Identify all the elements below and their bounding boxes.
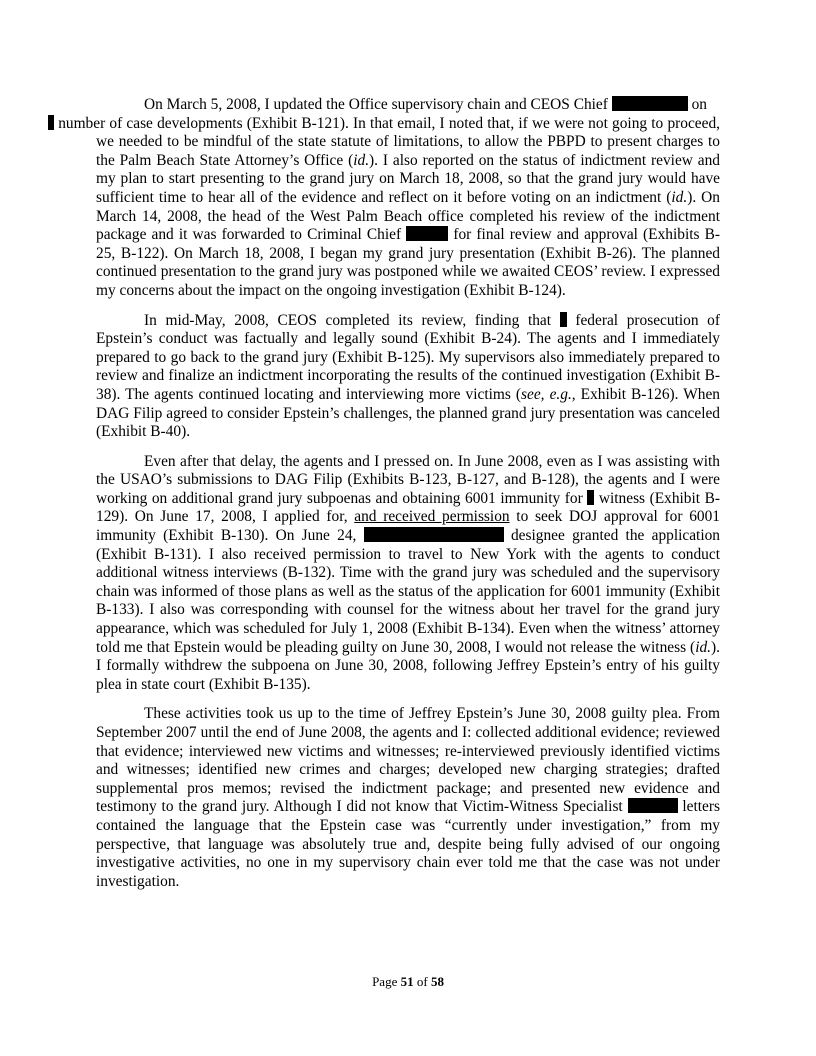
text-run: designee granted the application (Exhibit B-131). I also received permission to travel to New York with the agents to conduct additional witness interviews (B-132). Time with the grand jury was scheduled and the supervisory chain was informed of those plans as well as the status of the application for 6001 immunity (Exhibit B-133). I also was corresponding with counsel for the witness about her travel for the grand jury appearance, which was scheduled for July 1, 2008 (Exhibit B-134). Even when the witness’ attorney told me that Epstein would be pleading guilty on June 30, 2008, I would not release the witness (: [96, 527, 721, 656]
text-run: number of case developments (Exhibit B-121). In that email, I noted that, if we were not going to proceed, we needed to be mindful of the state statute of limitations, to allow the PBPD to present charges to the Palm Beach State Attorney’s Office (: [54, 114, 720, 169]
citation-id: id.: [695, 638, 712, 656]
footer-prefix: Page: [372, 974, 401, 989]
text-run: On March 5, 2008, I updated the Office supervisory chain and CEOS Chief: [144, 96, 612, 113]
citation-see: see, e.g.,: [521, 385, 576, 403]
text-run: federal prosecution of Epstein’s conduct was factually and legally sound (Exhibit B-24). The agents and I immediately prepared to go back to the grand jury (Exhibit B-125). My supervisors also immediately prepared to review and finalize an indictment incorporating the results of the continued investigation (Exhibit B-38). The agents continued locating and interviewing more victims (: [96, 311, 721, 403]
text-run: Exhibit B-126). When DAG Filip agreed to consider Epstein’s challenges, the planned grand jury presentation was canceled (Exhibit B-40).: [96, 385, 720, 441]
text-run: for final review and approval (Exhibits B-25, B-122). On March 18, 2008, I began my grand jury presentation (Exhibit B-26). The planned continued presentation to the grand jury was postponed while we awaited CEOS’ review. I expressed my concerns about the impact on the ongoing investigation (Exhibit B-124).: [96, 226, 721, 299]
citation-id: id.: [671, 188, 688, 206]
redaction-box: [406, 226, 448, 241]
underlined-text: and received permission: [354, 508, 510, 526]
paragraph-1: [54, 96, 721, 301]
redaction-box: [364, 527, 504, 542]
paragraph-3: [96, 453, 720, 695]
text-run: letters contained the language that the Epstein case was “currently under investigation,” from my perspective, that language was absolutely true and, despite being fully advised of our ongoing investigative activities, no one in my supervisory chain ever told me that the case was not under investigation.: [96, 798, 720, 890]
page-number: 51: [400, 974, 414, 989]
redaction-box: [612, 96, 688, 111]
text-run: to seek DOJ approval for 6001 immunity (Exhibit B-130). On June 24,: [96, 508, 720, 545]
page-footer: [0, 974, 816, 990]
page-total: 58: [430, 974, 444, 989]
text-run: ). On March 14, 2008, the head of the West Palm Beach office completed his review of the indictment package and it was forwarded to Criminal Chief: [96, 188, 720, 244]
document-body: [54, 96, 721, 902]
paragraph-2: [96, 312, 720, 442]
text-run: Even after that delay, the agents and I pressed on. In June 2008, even as I was assisting with the USAO’s submissions to DAG Filip (Exhibits B-123, B-127, and B-128), the agents and I were working on additional grand jury subpoenas and obtaining 6001 immunity for: [96, 452, 720, 507]
text-run: These activities took us up to the time of Jeffrey Epstein’s June 30, 2008 guilty plea. From September 2007 until the end of June 2008, the agents and I: collected additional evidence; reviewed that evidence; interviewed new victims and witnesses; re-interviewed previously identified victims and witnesses; identified new crimes and charges; developed new charging strategies; drafted supplemental pros memos; revised the indictment package; and presented new evidence and testimony to the grand jury. Although I did not know that Victim-Witness Specialist: [96, 705, 720, 816]
text-run: on: [687, 96, 707, 113]
redaction-box: [560, 312, 567, 327]
text-run: In mid-May, 2008, CEOS completed its review, finding that: [144, 311, 560, 329]
paragraph-4: [96, 705, 720, 891]
text-run: ). I also reported on the status of indictment review and my plan to start presenting to the grand jury on March 18, 2008, so that the grand jury would have sufficient time to hear all of the evidence and reflect on it before voting on an indictment (: [96, 151, 720, 206]
text-run: witness (Exhibit B-129). On June 17, 2008, I applied for,: [96, 489, 721, 526]
text-run: ). I formally withdrew the subpoena on June 30, 2008, following Jeffrey Epstein’s entry of his guilty plea in state court (Exhibit B-135).: [96, 638, 720, 693]
redaction-box: [628, 798, 678, 813]
footer-middle: of: [413, 974, 431, 989]
citation-id: id.: [353, 151, 370, 169]
